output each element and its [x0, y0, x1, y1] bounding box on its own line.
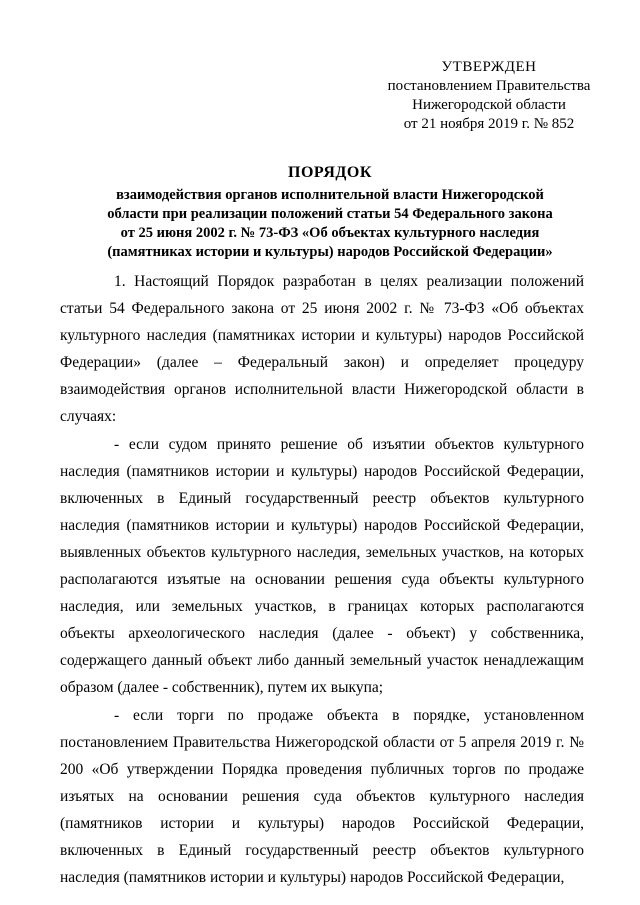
document-title — [80, 163, 580, 262]
approval-line-2: Нижегородской области — [412, 97, 566, 113]
title-line-1: взаимодействия органов исполнительной власти Нижегородской — [116, 187, 544, 203]
paragraph-3: - если торги по продаже объекта в порядке, установленном постановлением Правительства Нижегородской области от 5 апреля 2019 г. № 200 «Об утверждении Порядка проведения публичных торгов по продаже изъятых на основании решения суда объектов культурного наследия (памятников истории и культуры) народов Российской Федерации, включенных в Единый государственный реестр объектов культурного наследия (памятников истории и культуры) народов Российской Федерации, — [60, 706, 584, 887]
approval-line-1: постановлением Правительства — [387, 78, 591, 94]
title-line-3: от 25 июня 2002 г. № 73-ФЗ «Об объектах культурного наследия — [120, 225, 540, 241]
approval-line-3: от 21 ноября 2019 г. № 852 — [403, 116, 575, 132]
title-main: ПОРЯДОК — [288, 164, 372, 181]
approval-heading: УТВЕРЖДЕН — [441, 59, 537, 75]
title-line-2: области при реализации положений статьи 54 Федерального закона — [107, 206, 553, 222]
document-body — [60, 268, 584, 891]
paragraph-2: - если судом принято решение об изъятии объектов культурного наследия (памятников истории и культуры) народов Российской Федерации, включенных в Единый государственный реестр объектов культурного наследия (памятников истории и культуры) народов Российской Федерации, выявленных объектов культурного наследия, земельных участков, на которых располагаются изъятые на основании решения суда объекты культурного наследия, или земельных участков, в границах которых располагаются объекты археологического наследия (далее - объект) у собственника, содержащего данный объект либо данный земельный участок ненадлежащим образом (далее - собственник), путем их выкупа; — [60, 435, 584, 697]
approval-stamp — [384, 58, 594, 134]
paragraph-1: 1. Настоящий Порядок разработан в целях реализации положений статьи 54 Федерального закона от 25 июня 2002 г. № 73-ФЗ «Об объектах культурного наследия (памятниках истории и культуры) народов Российской Федерации» (далее – Федеральный закон) и определяет процедуру взаимодействия органов исполнительной власти Нижегородской области в случаях: — [60, 273, 584, 426]
title-line-4: (памятниках истории и культуры) народов Российской Федерации» — [107, 244, 553, 260]
